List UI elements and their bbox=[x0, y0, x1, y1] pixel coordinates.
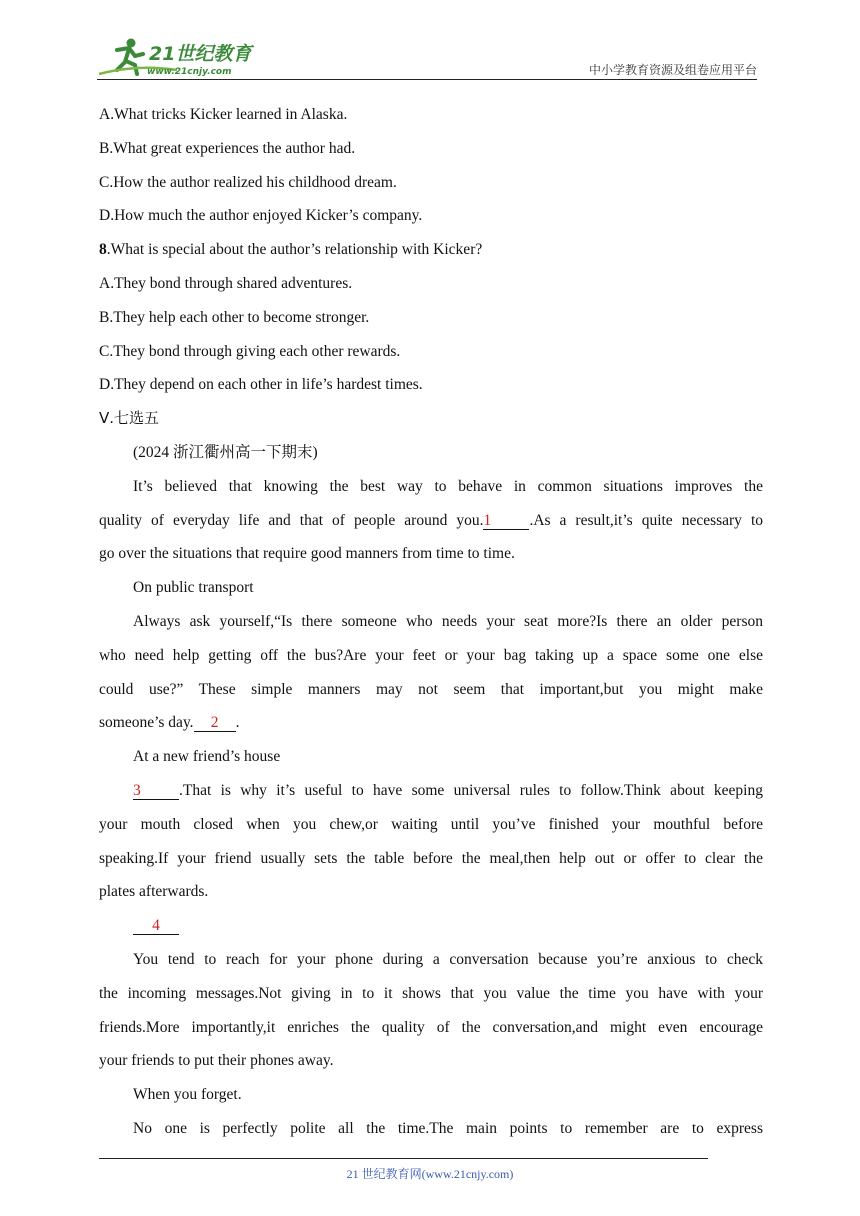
paragraph-2-line-4 bbox=[99, 706, 763, 740]
svg-text:21世纪教育: 21世纪教育 bbox=[149, 43, 252, 65]
footer-divider bbox=[99, 1158, 708, 1159]
q7-option-b: B.What great experiences the author had. bbox=[99, 139, 356, 157]
q8-option-c: C.They bond through giving each other rewards. bbox=[99, 342, 401, 360]
blank-4-line bbox=[99, 909, 763, 943]
paragraph-4-line-2: the incoming messages.Not giving in to it shows that you value the time you have with your bbox=[99, 984, 763, 1002]
footer-site-link[interactable]: 21 世纪教育网(www.21cnjy.com) bbox=[346, 1167, 514, 1181]
q8-question bbox=[99, 233, 763, 267]
q8-text: .What is special about the author’s relationship with Kicker? bbox=[106, 241, 483, 259]
document-body bbox=[99, 98, 763, 1146]
text-span: someone’s day. bbox=[99, 714, 194, 732]
text-span: quality of everyday life and that of people around you. bbox=[99, 511, 484, 529]
page-header bbox=[97, 34, 757, 82]
paragraph-3-line-3: speaking.If your friend usually sets the table before the meal,then help out or offer to clear the bbox=[99, 849, 763, 867]
section-heading: Ⅴ.七选五 bbox=[99, 409, 160, 428]
paragraph-3-line-1 bbox=[99, 774, 763, 808]
subheading-friends-house: At a new friend’s house bbox=[133, 748, 281, 766]
paragraph-2-line-1: Always ask yourself,“Is there someone who needs your seat more?Is there an older person bbox=[133, 612, 763, 630]
q7-option-c: C.How the author realized his childhood dream. bbox=[99, 173, 397, 191]
q8-option-a: A.They bond through shared adventures. bbox=[99, 274, 353, 292]
text-span: .As a result,it’s quite necessary to bbox=[529, 511, 763, 529]
paragraph-4-line-4: your friends to put their phones away. bbox=[99, 1052, 334, 1070]
subheading-public-transport: On public transport bbox=[133, 579, 254, 597]
q8-option-b: B.They help each other to become stronger. bbox=[99, 308, 370, 326]
header-divider bbox=[97, 79, 757, 80]
paragraph-3-line-4: plates afterwards. bbox=[99, 883, 209, 901]
q7-option-d: D.How much the author enjoyed Kicker’s company. bbox=[99, 207, 423, 225]
q8-number: 8 bbox=[99, 241, 107, 259]
text-span: .That is why it’s useful to have some universal rules to follow.Think about keeping bbox=[179, 781, 763, 799]
blank-2: 2 bbox=[194, 715, 236, 732]
svg-text:www.21cnjy.com: www.21cnjy.com bbox=[147, 67, 232, 77]
subheading-when-you-forget: When you forget. bbox=[133, 1086, 242, 1104]
paragraph-3-line-2: your mouth closed when you chew,or waiting until you’ve finished your mouthful before bbox=[99, 815, 763, 833]
blank-1: 1 bbox=[483, 513, 529, 530]
text-span: . bbox=[235, 714, 240, 732]
platform-tagline: 中小学教育资源及组卷应用平台 bbox=[588, 63, 757, 77]
blank-3: 3 bbox=[133, 783, 179, 800]
paragraph-1-line-3: go over the situations that require good manners from time to time. bbox=[99, 545, 515, 563]
blank-4: 4 bbox=[133, 918, 179, 935]
q7-option-a: A.What tricks Kicker learned in Alaska. bbox=[99, 106, 348, 123]
logo-21cnjy bbox=[97, 34, 267, 80]
paragraph-5-line-1: No one is perfectly polite all the time.The main points to remember are to express bbox=[133, 1119, 763, 1137]
section-source: (2024 浙江衢州高一下期末) bbox=[133, 443, 318, 461]
paragraph-2-line-3: could use?” These simple manners may not seem that important,but you might make bbox=[99, 680, 763, 698]
paragraph-4-line-3: friends.More importantly,it enriches the quality of the conversation,and might even encourage bbox=[99, 1018, 763, 1036]
paragraph-1-line-1: It’s believed that knowing the best way to behave in common situations improves the bbox=[133, 477, 763, 495]
paragraph-1-line-2 bbox=[99, 504, 763, 538]
paragraph-2-line-2: who need help getting off the bus?Are your feet or your bag taking up a space some one else bbox=[99, 646, 763, 664]
paragraph-4-line-1: You tend to reach for your phone during a conversation because you’re anxious to check bbox=[133, 950, 763, 968]
q8-option-d: D.They depend on each other in life’s hardest times. bbox=[99, 376, 423, 394]
